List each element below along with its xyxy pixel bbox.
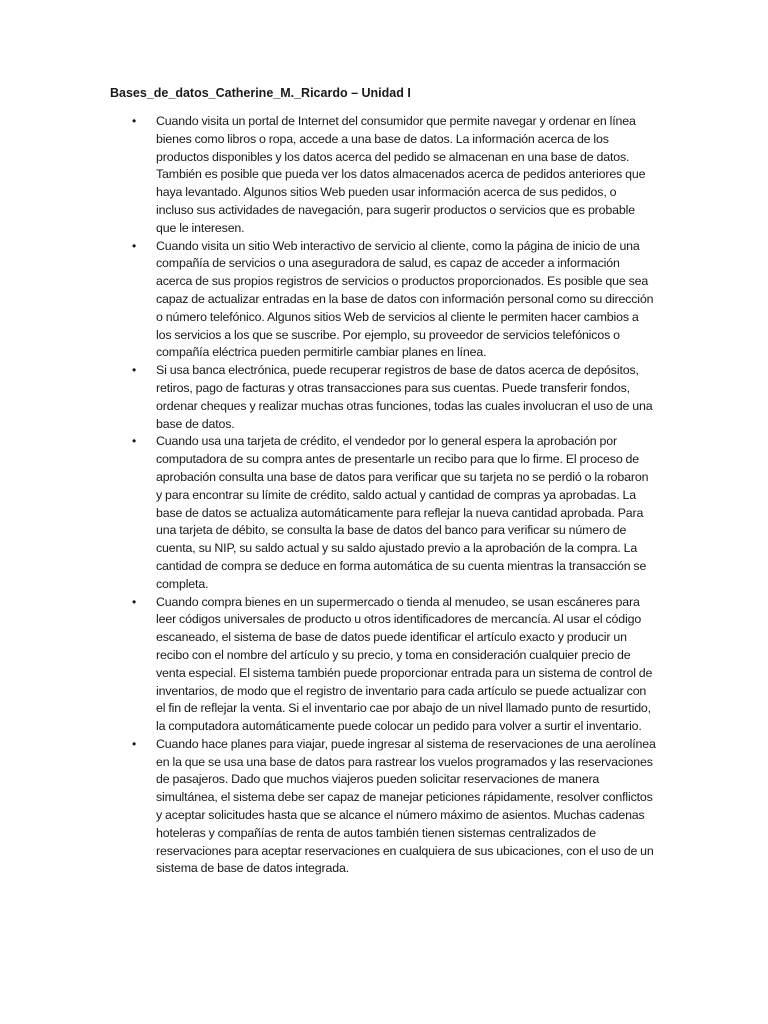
bullet-text: Cuando usa una tarjeta de crédito, el vendedor por lo general espera la aprobación por computadora de su compra antes de presentarle un recibo para que lo firme. El proceso de aprobación consulta una base de datos para verificar que su tarjeta no se perdió o la robaron y para encontrar su límite de crédito, saldo actual y cantidad de compras ya aprobadas. La base de datos se actualiza automáticamente para reflejar la nueva cantidad aprobada. Para una tarjeta de débito, se consulta la base de datos del banco para verificar su número de cuenta, su NIP, su saldo actual y su saldo ajustado previo a la aprobación de la compra. La cantidad de compra se deduce en forma automática de su cuenta mientras la transacción se completa. xyxy=(156,434,649,591)
bullet-icon: • xyxy=(132,363,137,378)
bullet-item-online-shopping xyxy=(0,113,656,238)
bullet-item-supermarket xyxy=(0,594,656,736)
bullet-list xyxy=(0,113,768,878)
bullet-icon: • xyxy=(132,238,137,253)
document-title: Bases_de_datos_Catherine_M._Ricardo – Unidad I xyxy=(110,86,411,100)
bullet-item-online-banking xyxy=(0,362,656,433)
bullet-item-credit-card xyxy=(0,433,656,593)
bullet-icon: • xyxy=(132,114,137,128)
bullet-text: Cuando visita un sitio Web interactivo de servicio al cliente, como la página de inicio de una compañía de servicios o una aseguradora de salud, es capaz de acceder a información acerca de sus propios registros de servicios o productos proporcionados. Es posible que sea capaz de actualizar entradas en la base de datos con información personal como su dirección o número telefónico. Algunos sitios Web de servicios al cliente le permiten hacer cambios a los servicios a los que se suscribe. Por ejemplo, su proveedor de servicios telefónicos o compañía eléctrica pueden permitirle cambiar planes en línea. xyxy=(156,238,654,360)
bullet-text: Cuando hace planes para viajar, puede ingresar al sistema de reservaciones de una aerolínea en la que se usa una base de datos para rastrear los vuelos programados y las reservaciones de pasajeros. Dado que muchos viajeros pueden solicitar reservaciones de manera simultánea, el sistema debe ser capaz de manejar peticiones rápidamente, resolver conflictos y aceptar solicitudes hasta que se alcance el número máximo de asientos. Muchas cadenas hoteleras y compañías de renta de autos también tienen sistemas centralizados de reservaciones para aceptar reservaciones en cualquiera de sus ubicaciones, con el uso de un sistema de base de datos integrada. xyxy=(156,736,656,876)
bullet-item-customer-service xyxy=(0,238,656,363)
bullet-icon: • xyxy=(132,594,137,609)
bullet-text: Cuando compra bienes en un supermercado o tienda al menudeo, se usan escáneres para leer códigos universales de producto u otros identificadores de mercancía. Al usar el código escaneado, el sistema de base de datos puede identificar el artículo exacto y producir un recibo con el nombre del artículo y su precio, y toma en consideración cualquier precio de venta especial. El sistema también puede proporcionar entrada para un sistema de control de inventarios, de modo que el registro de inventario para cada artículo se puede actualizar con el fin de reflejar la venta. Si el inventario cae por abajo de un nivel llamado punto de resurtido, la computadora automáticamente puede colocar un pedido para volver a surtir el inventario. xyxy=(156,594,653,734)
bullet-icon: • xyxy=(132,434,137,449)
bullet-icon: • xyxy=(132,736,137,751)
bullet-item-travel-reservations xyxy=(0,736,656,878)
bullet-text: Cuando visita un portal de Internet del consumidor que permite navegar y ordenar en línea bienes como libros o ropa, accede a una base de datos. La información acerca de los productos disponibles y los datos acerca del pedido se almacenan en una base de datos. También es posible que pueda ver los datos almacenados acerca de pedidos anteriores que haya levantado. Algunos sitios Web pueden usar información acerca de sus pedidos, o incluso sus actividades de navegación, para sugerir productos o servicios que es probable que le interesen. xyxy=(156,114,646,235)
bullet-text: Si usa banca electrónica, puede recuperar registros de base de datos acerca de depósitos, retiros, pago de facturas y otras transacciones para sus cuentas. Puede transferir fondos, ordenar cheques y realizar muchas otras funciones, todas las cuales involucran el uso de una base de datos. xyxy=(156,363,653,431)
